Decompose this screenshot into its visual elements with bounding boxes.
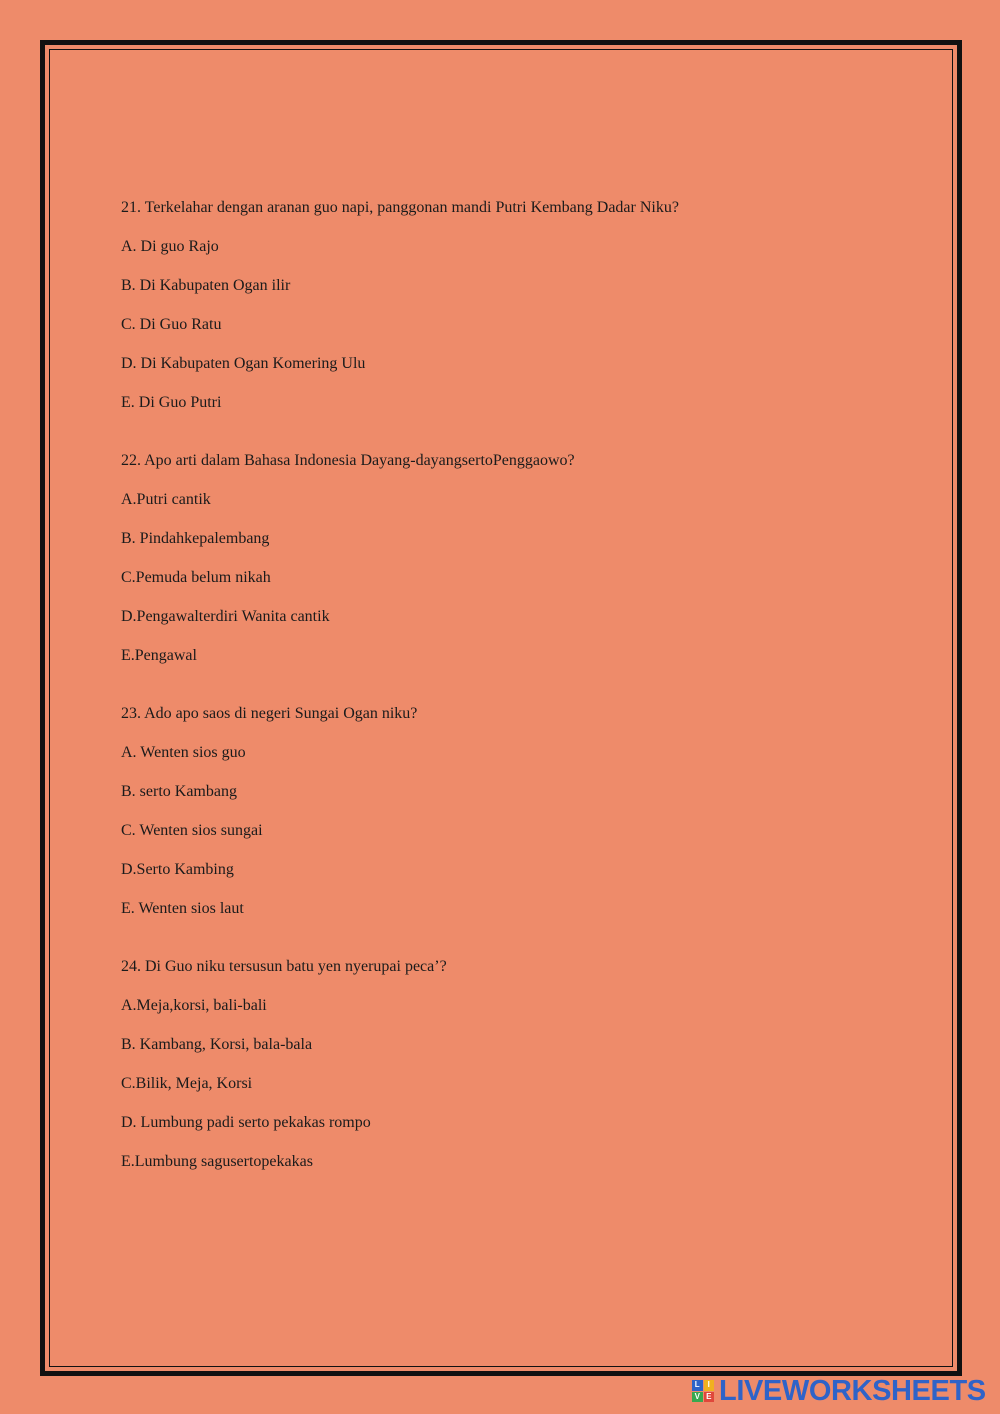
question-text: 23. Ado apo saos di negeri Sungai Ogan niku? (121, 705, 418, 722)
question-23 (121, 704, 921, 919)
answer-option-d[interactable]: D. Di Kabupaten Ogan Komering Ulu (121, 355, 366, 372)
watermark-text: LIVEWORKSHEETS (719, 1375, 986, 1407)
logo-letter-l: L (692, 1380, 703, 1391)
answer-option-e[interactable]: E. Wenten sios laut (121, 900, 244, 917)
question-text: 21. Terkelahar dengan aranan guo napi, panggonan mandi Putri Kembang Dadar Niku? (121, 199, 679, 216)
answer-option-d[interactable]: D.Serto Kambing (121, 861, 234, 878)
answer-option-a[interactable]: A. Wenten sios guo (121, 744, 246, 761)
answer-option-a[interactable]: A.Putri cantik (121, 491, 211, 508)
answer-option-d[interactable]: D. Lumbung padi serto pekakas rompo (121, 1114, 371, 1131)
question-text: 22. Apo arti dalam Bahasa Indonesia Dayang-dayangsertoPenggaowo? (121, 452, 575, 469)
question-21 (121, 198, 921, 413)
answer-option-e[interactable]: E. Di Guo Putri (121, 394, 222, 411)
answer-option-b[interactable]: B. Pindahkepalembang (121, 530, 270, 547)
question-24 (121, 957, 921, 1172)
liveworksheets-watermark (692, 1373, 986, 1409)
answer-option-c[interactable]: C. Wenten sios sungai (121, 822, 263, 839)
logo-letter-v: V (692, 1392, 703, 1403)
answer-option-a[interactable]: A. Di guo Rajo (121, 238, 219, 255)
answer-option-a[interactable]: A.Meja,korsi, bali-bali (121, 997, 267, 1014)
answer-option-b[interactable]: B. Kambang, Korsi, bala-bala (121, 1036, 313, 1053)
logo-letter-i: I (704, 1380, 715, 1391)
answer-option-c[interactable]: C. Di Guo Ratu (121, 316, 222, 333)
answer-option-c[interactable]: C.Pemuda belum nikah (121, 569, 271, 586)
logo-letter-e: E (704, 1392, 715, 1403)
question-text: 24. Di Guo niku tersusun batu yen nyerupai peca’? (121, 958, 447, 975)
answer-option-e[interactable]: E.Lumbung sagusertopekakas (121, 1153, 313, 1170)
liveworksheets-logo-icon (692, 1380, 714, 1402)
answer-option-b[interactable]: B. serto Kambang (121, 783, 237, 800)
answer-option-b[interactable]: B. Di Kabupaten Ogan ilir (121, 277, 291, 294)
answer-option-c[interactable]: C.Bilik, Meja, Korsi (121, 1075, 253, 1092)
answer-option-d[interactable]: D.Pengawalterdiri Wanita cantik (121, 608, 330, 625)
answer-option-e[interactable]: E.Pengawal (121, 647, 197, 664)
worksheet-content (121, 198, 921, 1210)
question-22 (121, 451, 921, 666)
